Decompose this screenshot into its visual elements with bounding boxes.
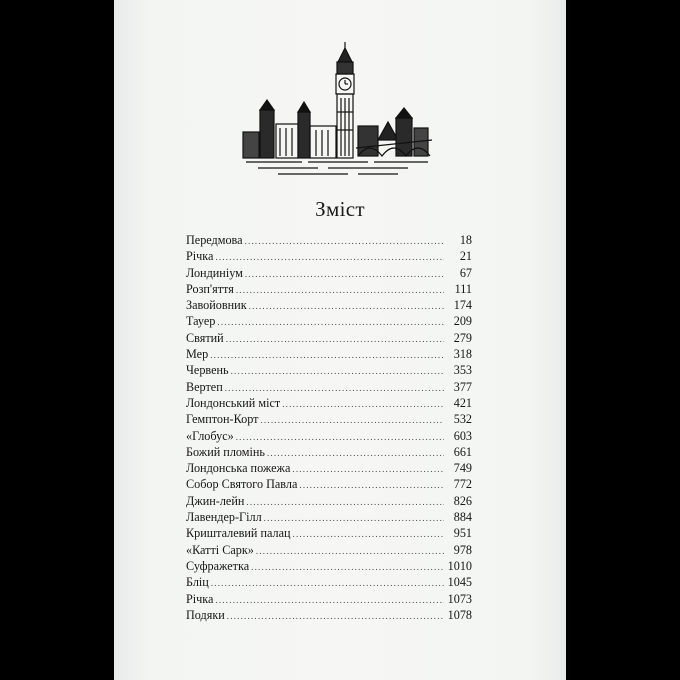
toc-entry	[186, 559, 472, 575]
westminster-big-ben-icon	[238, 40, 434, 182]
toc-leader-dots	[299, 480, 444, 490]
toc-entry	[186, 249, 472, 265]
toc-entry-title: Річка	[186, 249, 214, 264]
toc-entry-title: «Катті Сарк»	[186, 542, 254, 557]
toc-entry-title: Мер	[186, 347, 209, 362]
toc-entry-page-number: 978	[453, 542, 472, 557]
toc-entry-page-number: 1045	[447, 575, 472, 590]
toc-leader-dots	[226, 334, 444, 344]
toc-leader-dots	[245, 269, 444, 279]
toc-entry-title: Святий	[186, 330, 224, 345]
toc-entry-page-number: 826	[453, 493, 472, 508]
toc-entry-page-number: 377	[453, 379, 472, 394]
toc-entry-title: Передмова	[186, 233, 243, 247]
toc-entry-page-number: 532	[453, 412, 472, 427]
toc-leader-dots	[256, 546, 444, 556]
table-of-contents	[186, 233, 472, 624]
toc-entry-title: Лондонський міст	[186, 395, 281, 410]
toc-entry	[186, 575, 472, 591]
toc-entry-title: Тауер	[186, 314, 216, 329]
toc-leader-dots	[225, 383, 444, 393]
toc-entry-title: Собор Святого Павла	[186, 477, 298, 492]
toc-entry	[186, 412, 472, 428]
toc-leader-dots	[210, 350, 444, 360]
toc-leader-dots	[246, 497, 444, 507]
toc-leader-dots	[236, 285, 444, 295]
toc-entry-page-number: 1010	[447, 558, 472, 573]
toc-leader-dots	[293, 529, 444, 539]
toc-entry-page-number: 749	[453, 461, 472, 476]
toc-entry	[186, 347, 472, 363]
toc-entry-page-number: 209	[453, 314, 472, 329]
toc-leader-dots	[249, 301, 444, 311]
toc-entry	[186, 494, 472, 510]
toc-entry	[186, 396, 472, 412]
book-page	[114, 0, 566, 680]
toc-entry-page-number: 18	[459, 233, 472, 247]
toc-entry	[186, 266, 472, 282]
toc-leader-dots	[251, 562, 443, 572]
toc-leader-dots	[260, 415, 444, 425]
toc-entry	[186, 380, 472, 396]
toc-entry-page-number: 21	[459, 249, 472, 264]
toc-entry-title: Подяки	[186, 607, 225, 622]
toc-entry-page-number: 318	[453, 347, 472, 362]
toc-entry	[186, 298, 472, 314]
toc-entry-page-number: 279	[453, 330, 472, 345]
toc-entry-title: Бліц	[186, 575, 209, 590]
toc-entry-title: Річка	[186, 591, 214, 606]
toc-entry-title: Гемптон-Корт	[186, 412, 259, 427]
toc-entry	[186, 543, 472, 559]
toc-entry	[186, 445, 472, 461]
toc-entry-title: Кришталевий палац	[186, 526, 291, 541]
toc-entry	[186, 363, 472, 379]
toc-entry-page-number: 951	[453, 526, 472, 541]
toc-leader-dots	[217, 317, 444, 327]
toc-entry	[186, 592, 472, 608]
toc-leader-dots	[211, 578, 444, 588]
toc-entry-page-number: 111	[454, 281, 472, 296]
toc-entry	[186, 314, 472, 330]
toc-entry	[186, 331, 472, 347]
toc-entry-page-number: 603	[453, 428, 472, 443]
toc-entry	[186, 526, 472, 542]
toc-entry-title: Суфражетка	[186, 558, 250, 573]
toc-entry-title: Розп'яття	[186, 281, 234, 296]
toc-entry-title: Лондиніум	[186, 265, 243, 280]
toc-leader-dots	[292, 464, 444, 474]
toc-entry-title: Червень	[186, 363, 229, 378]
toc-leader-dots	[227, 611, 444, 621]
toc-entry-page-number: 1078	[447, 607, 472, 622]
toc-entry-page-number: 353	[453, 363, 472, 378]
toc-leader-dots	[264, 513, 444, 523]
toc-entry	[186, 233, 472, 249]
toc-entry-page-number: 884	[453, 510, 472, 525]
toc-leader-dots	[236, 432, 444, 442]
toc-leader-dots	[267, 448, 444, 458]
toc-leader-dots	[245, 236, 444, 246]
page-title: Зміст	[315, 197, 365, 221]
toc-entry-page-number: 772	[453, 477, 472, 492]
toc-entry-title: Завойовник	[186, 298, 247, 313]
toc-entry-page-number: 421	[453, 395, 472, 410]
toc-entry-page-number: 174	[453, 298, 472, 313]
toc-leader-dots	[215, 595, 443, 605]
toc-entry-title: «Глобус»	[186, 428, 234, 443]
toc-entry	[186, 282, 472, 298]
toc-entry	[186, 477, 472, 493]
toc-leader-dots	[231, 366, 444, 376]
toc-entry-page-number: 1073	[447, 591, 472, 606]
toc-entry	[186, 461, 472, 477]
toc-entry-title: Лондонська пожежа	[186, 461, 291, 476]
toc-entry	[186, 510, 472, 526]
toc-entry-page-number: 67	[459, 265, 472, 280]
toc-entry-title: Божий пломінь	[186, 444, 265, 459]
toc-entry-title: Джин-лейн	[186, 493, 245, 508]
toc-entry	[186, 429, 472, 445]
toc-entry-title: Вертеп	[186, 379, 223, 394]
toc-entry	[186, 608, 472, 624]
toc-entry-page-number: 661	[453, 444, 472, 459]
toc-leader-dots	[215, 252, 444, 262]
toc-leader-dots	[282, 399, 444, 409]
toc-entry-title: Лавендер-Гілл	[186, 510, 262, 525]
